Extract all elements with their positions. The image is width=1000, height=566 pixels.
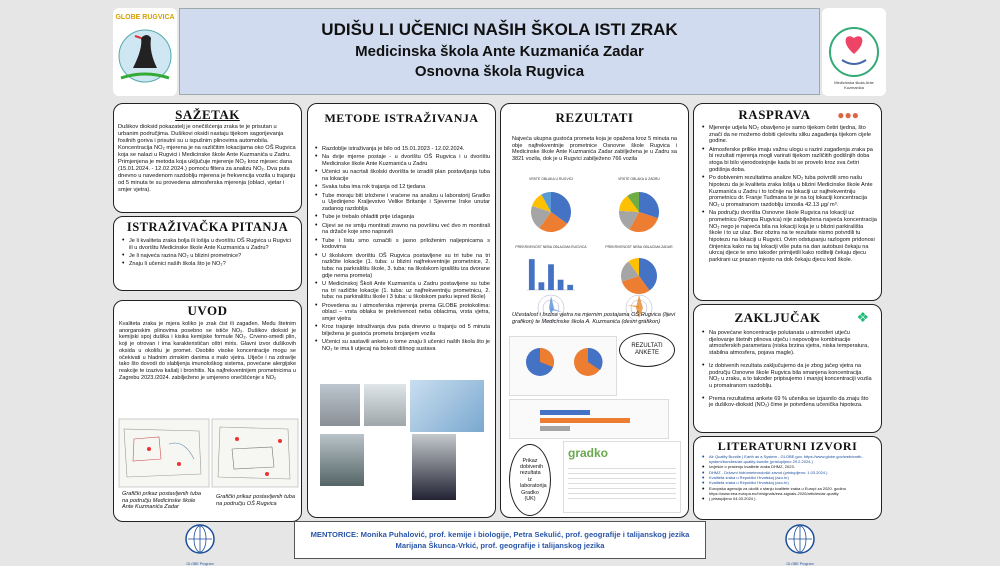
metode-item: • Razdoblje istraživanja je bilo od 15.01.2023 - 12.02.2024. xyxy=(315,146,490,153)
mentorice-line2: Marijana Škunca-Vrkić, prof. geografije i talijanskog jezika xyxy=(395,541,605,550)
literatura-item: • Izvješće o praćenju kvalitete zraka DHMZ, 2023. xyxy=(702,465,877,470)
photo-school-map xyxy=(410,380,484,432)
map-sketch-rugvica xyxy=(212,419,298,487)
metode-panel xyxy=(307,103,496,518)
pitanje-item: • Znaju li učenici naših škola što je NO₂? xyxy=(122,261,295,268)
pitanje-item: • Je li kvaliteta zraka bolja ili lošija u dvorištu OŠ Rugvica u Rugvici ili u dvorištu Medicinske škole Ante Kuzmanića u Zadru? xyxy=(122,238,295,251)
zakljucak-item: • Prema rezultatima ankete 69 % učenika se izjasnilo da znaju što je dušikov-dioksid (NO₂) čime je potvrđena učenička hipoteza. xyxy=(702,396,873,409)
chart1-title: VRSTE OBLAKA U RUGVICI xyxy=(528,177,574,181)
rezultati-title: REZULTATI xyxy=(555,110,634,125)
globe-right-text: GLOBE Program xyxy=(786,562,814,566)
sazetak-panel xyxy=(113,103,302,213)
chart4-title: PREKRIVENOST NEBA OBLACIMA ZADAR xyxy=(605,245,673,249)
zakljucak-list xyxy=(694,326,881,409)
pitanje-item: • Je li najveća razina NO₂ u blizini prometnice? xyxy=(122,253,295,260)
rasprava-item: • Atmosferske prilike imaju važnu ulogu u razini zagađenja zraka pa bi rezultati mjerenja mogli varirati tijekom različitih godišnjih doba stoga bi bilo vjerodostojnije kada bi se provelo kroz sva četiri godišnja doba. xyxy=(702,147,877,174)
rasprava-list xyxy=(694,123,881,264)
survey-charts xyxy=(509,336,617,396)
metode-title: METODE ISTRAŽIVANJA xyxy=(324,111,479,125)
sazetak-title: SAŽETAK xyxy=(175,107,240,122)
lab-report xyxy=(563,441,681,513)
rezultati-intro: Najveća ukupna gustoća prometa koja je opažena kroz 5 minuta na obje najfrekventnije prometnice Osnovne škole Rugvica i Medicinske škole Ante Kuzmanića Zadar zabilježena je u Zadru sa 3821 vozila, dok je u Rugvici zabilježeno 766 vozila xyxy=(512,136,677,162)
puzzle-icon: ❖ xyxy=(856,309,869,325)
chart3-title: PREKRIVENOST NEBA OBLACIMA RUGVICA xyxy=(515,245,587,249)
metode-item: • Tube je trebalo ohladiti prije izlaganja xyxy=(315,214,490,221)
uvod-panel xyxy=(113,300,302,522)
uvod-title: UVOD xyxy=(187,303,228,318)
globe-logo-right xyxy=(780,523,820,566)
globe-logo-left xyxy=(180,523,220,566)
photo-tube-2 xyxy=(364,384,406,426)
metode-item: • Tube i listu smo označili s jasno priloženim naljepnicama s kodovima xyxy=(315,238,490,251)
header-banner xyxy=(179,8,820,95)
bar-chart-rugvica xyxy=(527,259,575,290)
zakljucak-panel xyxy=(693,304,882,433)
zakljucak-item: • Iz dobivenih rezultata zaključujemo da je zbog jačeg vjetra na području Osnovne škole Rugvica bila smanjena koncentracija NO₂ u zraku, a to također pripisujemo i manjoj koncentraciji vozila u promatranom razdoblju. xyxy=(702,363,873,390)
rasprava-item: • Na području dvorišta Osnovne škole Rugvica na lokaciji uz prometnicu (Rampa Rugvica) nije zabilježena najveća koncentracija NO₂ nego je najveća bila na lokaciji koja je u blizini parkirališta škole i to uz ulaz. Bez obzira na te rezultate nismo potvrdili tu hipotezu na lokaciji u Rugvici. Ovim odstupanju razlogom pridonosi činjenica kako na taj lokaciji više puta na dan autobusi čekaju na ukrcaj djece te smo također primijetili kako roditelji čekaju djecu parkirani uz prazan mjesto na dok čekaju djecu kod škole. xyxy=(702,210,877,264)
rezultati-panel xyxy=(500,103,689,518)
anketa-bubble-text: REZULTATI ANKETE xyxy=(631,343,663,356)
page-title: UDIŠU LI UČENICI NAŠIH ŠKOLA ISTI ZRAK xyxy=(321,20,678,39)
people-icon: ●●● xyxy=(837,108,859,122)
anketa-bubble xyxy=(619,333,675,367)
mentorice-box xyxy=(294,521,706,559)
literatura-panel xyxy=(693,436,882,520)
literatura-item[interactable]: • Air Quality Bundle | Earth as a System - GLOBE.gov, https://www.globe.gov/web/earth-system/bundles/air-quality-bundle (pristupljeno 29.2.2024.) xyxy=(702,455,877,465)
pie-chart-zadar xyxy=(619,192,659,232)
bar xyxy=(548,264,554,290)
metode-item: • Provedena su i atmosferska mjerenja prema GLOBE protokolima: oblaci – vrsta oblaka te prekrivenost neba oblacima, vrsta vjetra, smjer vjetra xyxy=(315,303,490,323)
rasprava-item: • Mjerenje udjela NO₂ obavljeno je samo tijekom četiri tjedna, što znači da ne možemo dobiti cjelovitu sliku zagađenja tijekom cijele godine. xyxy=(702,125,877,145)
literatura-item[interactable]: • DHMZ - Državni hidrometeorološki zavod (pristupljeno: 1.03.2024.) xyxy=(702,471,877,476)
bar xyxy=(539,282,545,290)
metode-item: • Cijevi se ne smiju montirati zravno na površinu već dvo m montirali na držače koje smo napravili xyxy=(315,223,490,236)
metode-item: • Na dvije mjerne postaje - u dvorištu OŠ Rugvica i u dvorištu Medicinske škole Ante Kuzmanića u Zadru xyxy=(315,154,490,167)
zakljucak-title: ZAKLJUČAK xyxy=(734,310,821,325)
metode-item: • U školskom dvorištu OŠ Rugvica postavljene su tri tube na tri različite lokacije (1. tuba: u blizini najfrekventnije prometnice, 2. tuba: na parkralištu škole, 3. tuba: na školskom igralištu iza dvorane gdje nema prometa) xyxy=(315,253,490,280)
rasprava-item: • Po dobivenim rezultatima analize NO₂ tuba potvrdili smo našu hipotezu da je kvaliteta zraka lošija u blizini Medicinske škole Ante Kuzmanića u Zadru i to točnije na lokaciji uz najfrekventniju prometnicu dr. Franje Tuđmana te je na toj lokaciji koncentracija NO₂ u promatranom razdoblju iznosila 42.13 μg/ m³. xyxy=(702,175,877,209)
literatura-item[interactable]: • Kvaliteta zraka u Republici Hrvatskoj (azo.hr) xyxy=(702,476,877,481)
caption-zadar: Grafički prikaz postavljenih tuba na području Medicinske škole Ante Kuzmanića Zadar xyxy=(122,491,201,511)
metode-list xyxy=(308,126,495,353)
pitanja-title: ISTRAŽIVAČKA PITANJA xyxy=(126,220,289,234)
photo-car xyxy=(320,434,364,486)
caption-rugvica: Grafički prikaz postavljenih tuba na području OŠ Rugvica xyxy=(216,494,295,507)
pie-chart-rugvica xyxy=(531,192,571,232)
photo-tube-1 xyxy=(320,384,360,426)
bar xyxy=(529,259,535,290)
sazetak-body: Dušikov dioksid pokazatelj je onečišćenja zraka te je prisutan u urbanim područjima. Dušikovi oksidi nastaju tijekom sagorijevanja fosilnih goriva i prisutni su u ispušnim plinovima automobila. Koncentracija NO₂ mjerena je na različitim lokacijama oko OŠ Rugvica koja se nalazi u Rugvici i Medicinske škole Ante Kuzmanića u Zadru. Primjenjena je metoda koja uključuje mjerenje NO₂ kroz mjesec dana (15.01.2024. - 12.02.2024.) pomoću filtera za analizu NO₂. Dva puta dnevno u navedenom razdoblju mjerena je frekvencija vozila u trajanju od 5 minuta te su provedena atmosferska mjerenja (oblaci, vjetar i smjer vjetra). xyxy=(118,124,296,193)
mentorice-line1: MENTORICE: Monika Puhalović, prof. kemije i biologije, Petra Sekulić, prof. geografije i talijanskog jezika xyxy=(310,530,690,539)
metode-item: • Kroz trajanje istraživanja dva puta dnevno u trajanju od 5 minuta bilježena je gustoća prometa brojanjem vozila xyxy=(315,324,490,337)
logo-medicinska xyxy=(822,8,886,96)
school-2-title: Osnovna škola Rugvica xyxy=(414,63,585,80)
logo-left-text: GLOBE RUGVICA xyxy=(115,14,175,21)
pitanja-list xyxy=(114,235,301,268)
zakljucak-item: • Na povećane koncentracije polutanata u atmosferi utječu djelovanje štetnih plinova utječu i nepovoljne kombinacije atmosferskih parametara (niska brzina vjetra, niska temperatura, stabilna atmosfera, pojava magle). xyxy=(702,330,873,357)
literatura-item[interactable]: • Kvaliteta zraka u Republici Hrvatskoj (azo.hr) xyxy=(702,481,877,486)
literatura-list xyxy=(694,454,881,502)
map-sketch-zadar xyxy=(119,419,209,487)
uvod-body: Kvaliteta zraka je mjera koliko je zrak čist ili zagađen. Među štetnim anorganskim plinovima posebno se ističe NO₂. Dušikov dioksid je kemijski spoj dušika i kisika kemijske formule NO₂. Crveno-smeđi plin, koji je otrovan i ima karakterističan oštri miris. Glavni izvor dušikovih oksida u okolišu je promet. Osobito visoke koncentracije mogu se očekivati u hladnim zimskim danima s malo vjetra. Utječe i na zdravlje tako što dovodi do slabljenja imunološkog sistema, povećane alergijske reakcije te izaziva kašalj i bronhitis. Na najfrekventnijem prometnicima u Zagrebu 2023./2024. zabilježeno je umjereno onečišćenje s NO₂ xyxy=(119,321,296,381)
pitanja-panel xyxy=(113,216,302,291)
lab-bubble-text: Prikaz dobivenih rezultata iz laboratorija Gradko (UK) xyxy=(520,457,547,503)
school-1-title: Medicinska škola Ante Kuzmanića Zadar xyxy=(355,43,644,60)
literatura-item[interactable]: • Europska agencija za okoliš o stanju kvalitete zraka u Europi za 2020. godinu https://www.eea.europa.eu/hr/signals/eea-signals-2020/articles/air-quality xyxy=(702,487,877,497)
logo-right-text: Medicinska škola Ante Kuzmanića xyxy=(834,80,874,90)
survey-bars xyxy=(509,399,669,439)
photo-student xyxy=(412,434,456,500)
clouds-charts xyxy=(509,174,683,322)
rasprava-title: RASPRAVA xyxy=(738,107,811,122)
globe-left-text: GLOBE Program xyxy=(186,562,214,566)
gradko-logo: gradko xyxy=(568,446,609,460)
literatura-title: LITERATURNI IZVORI xyxy=(717,439,858,453)
chart2-title: VRSTE OBLAKA U ZADRU xyxy=(618,177,660,181)
rasprava-panel xyxy=(693,103,882,301)
metode-item: • Svaka tuba ima rok trajanja od 12 tjedana xyxy=(315,184,490,191)
metode-item: • Učenici su nacrtali školski dvorišta te izradili plan postavljanja tuba na lokacije xyxy=(315,169,490,182)
metode-item: • U Medicinskoj Školi Ante Kuzmanića u Zadru postavljene su tube na tri različite lokacije (1. tuba: uz najfrekventniju prometnicu, 2. tuba: na parkiralištu škole i 3 tuba: u školskom parku iepred škole) xyxy=(315,281,490,301)
logo-globe-rugvica xyxy=(113,8,177,96)
metode-item: • Učenici su sastavili anketu o tome znaju li učenici naših škola što je NO₂ te ima li utjecaj na bolesti dišnog sustava xyxy=(315,339,490,352)
lab-bubble xyxy=(509,444,551,516)
pie-chart-prekrivenost-zadar xyxy=(621,258,657,294)
bar xyxy=(567,285,573,290)
rezultati-chart-caption: Učestalost i brzina vjetra na mjernim postajama OŠ Rugvica (lijevi grafikon) te Medicinske škola A. Kuzmanića (desni grafikon) xyxy=(512,312,676,325)
bar xyxy=(558,280,564,290)
literatura-item: • ( pristupljeno 04.03.2024 ) xyxy=(702,497,877,502)
metode-item: • Tube moraju biti izložene i vraćene na analizu u laboratorij Gradko u Ujedinjeno Kraljevstvo Velike Britanije i Sjeverne Irske unutar zadanog razdoblja xyxy=(315,193,490,213)
